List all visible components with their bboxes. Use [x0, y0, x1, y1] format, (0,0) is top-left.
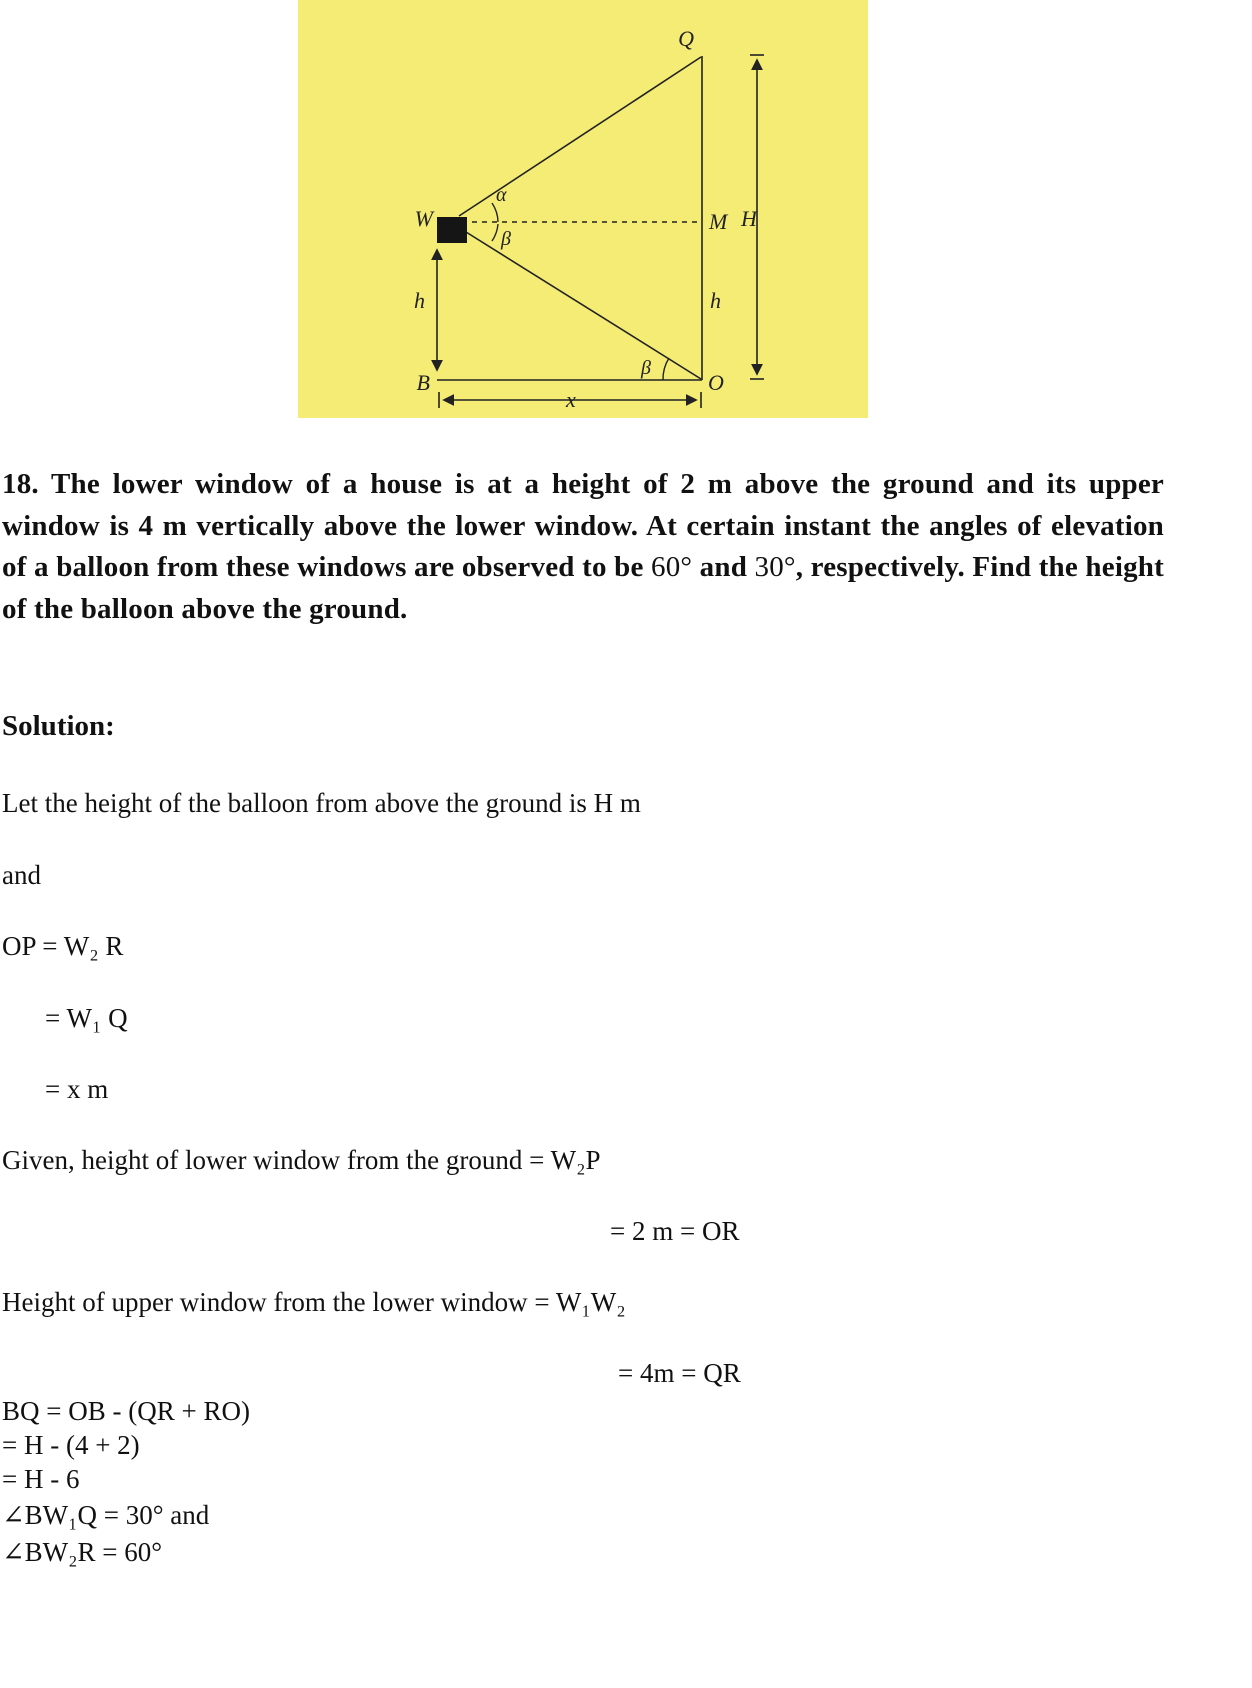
solution-line: Height of upper window from the lower window = W₁W₂	[2, 1287, 626, 1317]
solution-line: ∠BW₂R = 60°	[2, 1537, 163, 1567]
angle-arcs	[492, 203, 669, 380]
point-label-q: Q	[678, 26, 694, 51]
angle-value-30: 30°	[754, 551, 796, 583]
window-marker	[437, 217, 467, 243]
solution-line: = H - (4 + 2)	[2, 1430, 140, 1460]
point-label-b: B	[416, 370, 430, 395]
figure-diagram	[298, 0, 868, 418]
figure-lines	[437, 56, 702, 380]
solution-line: = 2 m = OR	[610, 1216, 740, 1246]
solution-line: and	[2, 860, 41, 890]
solution-line: = W₁ Q	[45, 1003, 128, 1033]
problem-text-segment: and	[692, 551, 755, 583]
solution-line: Let the height of the balloon from above the ground is H m	[2, 788, 641, 818]
solution-line: BQ = OB - (QR + RO)	[2, 1396, 250, 1426]
problem-text-segment: , respectively. Find the height of the balloon above the ground.	[2, 551, 1164, 625]
geometry-figure	[298, 0, 868, 418]
solution-line: = H - 6	[2, 1464, 80, 1494]
angle-label-alpha: α	[496, 184, 507, 206]
measure-label-h-cap: H	[741, 206, 757, 231]
solution-line: OP = W₂ R	[2, 931, 124, 961]
measure-label-h-right: h	[710, 288, 721, 313]
solution-heading: Solution:	[2, 710, 115, 742]
angle-label-beta-o: β	[641, 357, 651, 379]
problem-statement	[2, 464, 1164, 630]
problem-text-segment: 18. The lower window of a house is at a height of 2 m above the ground and its upper window is 4 m vertically above the lower window. At certain instant the angles of elevation of a balloon from these windows are observed to be	[2, 468, 1164, 583]
solution-line: = x m	[45, 1074, 109, 1104]
point-label-o: O	[708, 370, 724, 395]
solution-line: ∠BW₁Q = 30° and	[2, 1500, 210, 1530]
angle-value-60: 60°	[651, 551, 693, 583]
measure-label-h-left: h	[414, 288, 425, 313]
point-label-w: W	[414, 206, 433, 231]
solution-line: Given, height of lower window from the ground = W₂P	[2, 1145, 601, 1175]
solution-line: = 4m = QR	[618, 1358, 741, 1388]
angle-label-beta-w: β	[501, 228, 511, 250]
measure-label-x: x	[566, 387, 576, 412]
point-label-m: M	[709, 209, 728, 234]
